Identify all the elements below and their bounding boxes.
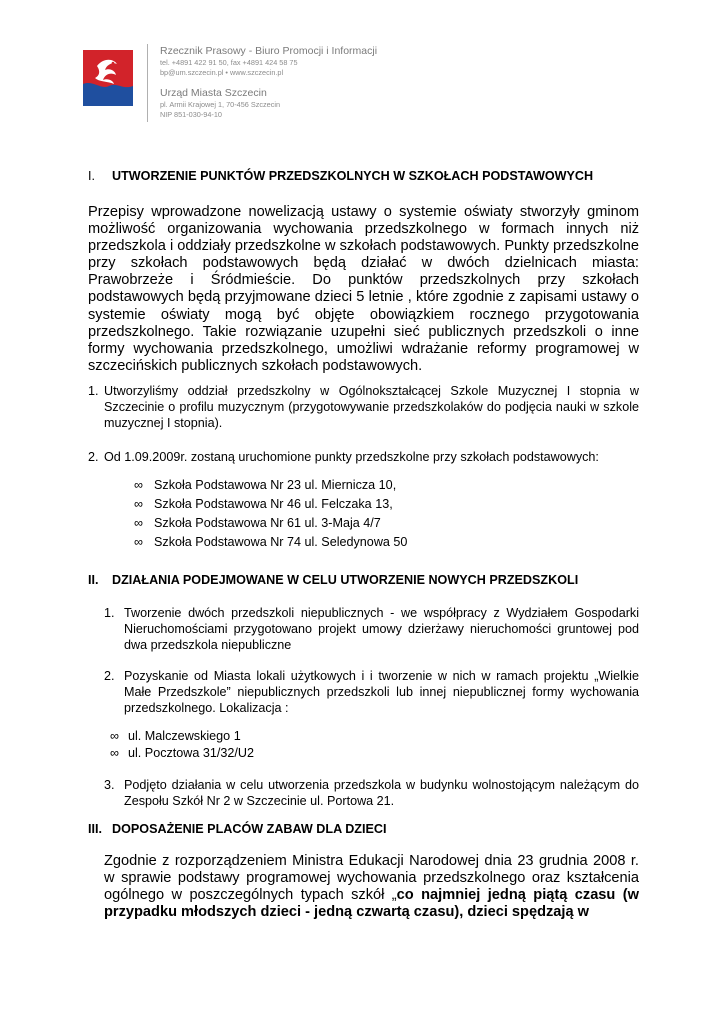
section1-item2: Od 1.09.2009r. zostaną uruchomione punkty przedszkolne przy szkołach podstawowych:: [104, 450, 599, 464]
section2-item1: Tworzenie dwóch przedszkoli niepublicznych - we współpracy z Wydziałem Gospodarki Nieruchomościami przygotowano projekt umowy dzierżawy nieruchomości gruntowej pod dwa przedszkola niepubliczne: [124, 606, 639, 653]
section2-item1-number: 1.: [104, 606, 115, 620]
infinity-bullet-icon: ∞: [110, 729, 119, 743]
section1-item1: Utworzyliśmy oddział przedszkolny w Ogólnokształcącej Szkole Muzycznej I stopnia w Szczecinie o profilu muzycznym (przygotowywanie przedszkolaków do podjęcia nauki w szkole muzycznej I stopnia).: [104, 384, 639, 431]
list-item: ∞ Szkoła Podstawowa Nr 74 ul. Seledynowa 50: [134, 533, 407, 552]
infinity-bullet-icon: ∞: [110, 746, 119, 760]
section2-item2: Pozyskanie od Miasta lokali użytkowych i i tworzenie w nich w ramach projektu „Wielkie Małe Przedszkole” niepublicznych przedszkoli lub innej niepublicznej formy wychowania przedszkolnego. Lokalizacja :: [124, 669, 639, 716]
infinity-bullet-icon: ∞: [134, 516, 143, 530]
list-item: ∞ ul. Pocztowa 31/32/U2: [110, 744, 254, 763]
section2-location-list: [110, 727, 254, 763]
header-office-name: Urząd Miasta Szczecin: [160, 87, 267, 99]
section3-paragraph-plain: Zgodnie z rozporządzeniem Ministra Edukacji Narodowej dnia 23 grudnia 2008 r. w sprawie podstawy programowej wychowania przedszkolnego oraz kształcenia ogólnego w poszczególnych typach szkół „: [104, 853, 639, 904]
section3-title: DOPOSAŻENIE PLACÓW ZABAW DLA DZIECI: [112, 822, 387, 836]
section3-number: III.: [88, 822, 102, 836]
section3-paragraph-bold: co najmniej jedną piątą czasu (w przypadku młodszych dzieci - jedną czwartą czasu), dzieci spędzają w: [104, 887, 639, 921]
header-divider: [147, 44, 148, 122]
infinity-bullet-icon: ∞: [134, 497, 143, 511]
infinity-bullet-icon: ∞: [134, 478, 143, 492]
section2-title: DZIAŁANIA PODEJMOWANE W CELU UTWORZENIE NOWYCH PRZEDSZKOLI: [112, 573, 579, 587]
list-item: ∞ Szkoła Podstawowa Nr 46 ul. Felczaka 13,: [134, 495, 407, 514]
section3-paragraph: [104, 853, 639, 921]
section2-item3-number: 3.: [104, 778, 115, 792]
list-item: ∞ ul. Malczewskiego 1: [110, 727, 254, 746]
section2-item2-number: 2.: [104, 669, 115, 683]
header-address: pl. Armii Krajowej 1, 70-456 Szczecin: [160, 100, 281, 109]
section1-school-list: [134, 476, 407, 552]
section1-title: UTWORZENIE PUNKTÓW PRZEDSZKOLNYCH W SZKOŁACH PODSTAWOWYCH: [112, 169, 594, 183]
header-nip: NIP 851-030-94-10: [160, 109, 222, 119]
header-phone: tel. +4891 422 91 50, fax +4891 424 58 75: [160, 58, 298, 67]
section1-number: I.: [88, 169, 95, 183]
section1-item1-number: 1.: [88, 384, 99, 398]
section1-paragraph: Przepisy wprowadzone nowelizacją ustawy o systemie oświaty stworzyły gminom możliwość organizowania wychowania przedszkolnego w formach innych niż przedszkola i oddziały przedszkolne w szkołach podstawowych. Punkty przedszkolne przy szkołach podstawowych będą działać w dwóch dzielnicach miasta: Prawobrzeże i Śródmieście. Do punktów przedszkolnych przy szkołach podstawowych będą przyjmowane dzieci 5 letnie , które zgodnie z zapisami ustawy o systemie oświaty mogą być objęte obowiązkiem rocznego przygotowania przedszkolnego. Takie rozwiązanie uzupełni sieć publicznych przedszkoli o inne formy wychowania przedszkolnego, umożliwi wdrażanie reformy programowej w szczecińskich publicznych szkołach podstawowych.: [88, 204, 639, 374]
section2-item3: Podjęto działania w celu utworzenia przedszkola w budynku wolnostojącym należącym do Zespołu Szkół Nr 2 w Szczecinie ul. Portowa 21.: [124, 778, 639, 809]
header-email: bp@um.szczecin.pl • www.szczecin.pl: [160, 67, 284, 77]
header-office: Rzecznik Prasowy - Biuro Promocji i Informacji: [160, 45, 378, 57]
list-item: ∞ Szkoła Podstawowa Nr 61 ul. 3-Maja 4/7: [134, 514, 407, 533]
letterhead: [160, 45, 377, 119]
section2-number: II.: [88, 573, 99, 587]
city-logo: [83, 50, 133, 106]
list-item: ∞ Szkoła Podstawowa Nr 23 ul. Miernicza 10,: [134, 476, 407, 495]
section1-item2-number: 2.: [88, 450, 99, 464]
infinity-bullet-icon: ∞: [134, 535, 143, 549]
